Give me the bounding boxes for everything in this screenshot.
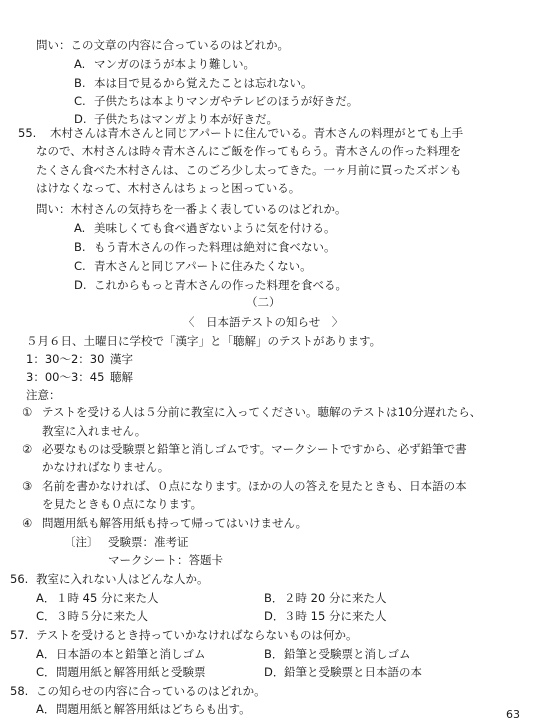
schedule-row-1: 1：30～2：30 漢字 xyxy=(26,352,133,366)
glossary-row-2: マークシート：答题卡 xyxy=(108,553,223,567)
note-2: ② 必要なものは受験票と鉛筆と消しゴムです。マークシートですから、必ず鉛筆で書 xyxy=(22,442,467,456)
note-3-line-2: を見たときも０点になります。 xyxy=(42,497,203,511)
notice-intro: ５月６日、土曜日に学校で「漢字」と「聴解」のテストがあります。 xyxy=(26,334,382,348)
q55-question: 問い：木村さんの気持ちを一番よく表しているのはどれか。 xyxy=(36,202,347,216)
note-1-line-2: 教室に入れません。 xyxy=(42,424,147,438)
page-number: 63 xyxy=(506,708,520,721)
q55-passage-line-3: たくさん食べた木村さんは、このごろ少し太ってきた。一ヶ月前に買ったズボンも xyxy=(36,163,462,177)
q56-option-c: C．３時５分に来た人 xyxy=(36,609,148,623)
q56-option-d: D．３時 15 分に来た人 xyxy=(264,609,387,623)
q56-option-b: B．２時 20 分に来た人 xyxy=(264,591,387,605)
section-heading: （二） xyxy=(246,295,281,309)
note-2-line-2: かなければなりません。 xyxy=(42,460,170,474)
q55-option-a: A. 美味しくても食べ過ぎないように気を付ける。 xyxy=(74,221,336,235)
q55-option-b: B. もう青木さんの作った料理は絶対に食べない。 xyxy=(74,240,336,254)
note-1: ① テストを受ける人は５分前に教室に入ってください。聴解のテストは10分遅れたら、 xyxy=(22,405,482,419)
schedule-row-2: 3：00～3：45 聴解 xyxy=(26,370,133,384)
q54-option-b: B. 本は目で見るから覚えたことは忘れない。 xyxy=(74,76,313,90)
q54-option-c: C. 子供たちは本よりマンガやテレビのほうが好きだ。 xyxy=(74,94,359,108)
q55-passage-line-4: はけなくなって、木村さんはちょっと困っている。 xyxy=(36,181,301,195)
q55-number: 55. xyxy=(18,126,37,140)
q54-option-d: D. 子供たちはマンガより本が好きだ。 xyxy=(74,112,278,126)
note-4: ④ 問題用紙も解答用紙も持って帰ってはいけません。 xyxy=(22,516,308,530)
q56-option-a: A．１時 45 分に来た人 xyxy=(36,591,159,605)
q54-question: 問い：この文章の内容に合っているのはどれか。 xyxy=(36,38,289,52)
notice-title: 〈 日本語テストの知らせ 〉 xyxy=(183,315,344,329)
q55-passage-line-1: 木村さんは青木さんと同じアパートに住んでいる。青木さんの料理がとても上手 xyxy=(50,126,464,140)
q57-option-a: A．日本語の本と鉛筆と消しゴム xyxy=(36,647,206,661)
q57-option-b: B．鉛筆と受験票と消しゴム xyxy=(264,647,411,661)
q55-option-d: D. これからもっと青木さんの作った料理を食べる。 xyxy=(74,278,347,292)
q58-option-a: A．問題用紙と解答用紙はどちらも出す。 xyxy=(36,702,251,716)
glossary-row-1: 〔注〕 受験票：准考证 xyxy=(64,535,189,549)
note-3: ③ 名前を書かなければ、０点になります。ほかの人の答えを見たときも、日本語の本 xyxy=(22,479,467,493)
q57-option-c: C．問題用紙と解答用紙と受験票 xyxy=(36,665,206,679)
q55-option-c: C. 青木さんと同じアパートに住みたくない。 xyxy=(74,259,312,273)
q58-question: 58. この知らせの内容に合っているのはどれか。 xyxy=(10,684,266,698)
notes-title: 注意： xyxy=(26,388,61,402)
q54-option-a: A. マンガのほうが本より難しい。 xyxy=(74,57,255,71)
q55-passage-line-2: なので、木村さんは時々青木さんにご飯を作ってもらう。青木さんの作った料理を xyxy=(36,144,462,158)
q57-question: 57. テストを受けるとき持っていかなければならないものは何か。 xyxy=(10,628,358,642)
q56-question: 56. 教室に入れない人はどんな人か。 xyxy=(10,572,209,586)
q57-option-d: D．鉛筆と受験票と日本語の本 xyxy=(264,665,422,679)
